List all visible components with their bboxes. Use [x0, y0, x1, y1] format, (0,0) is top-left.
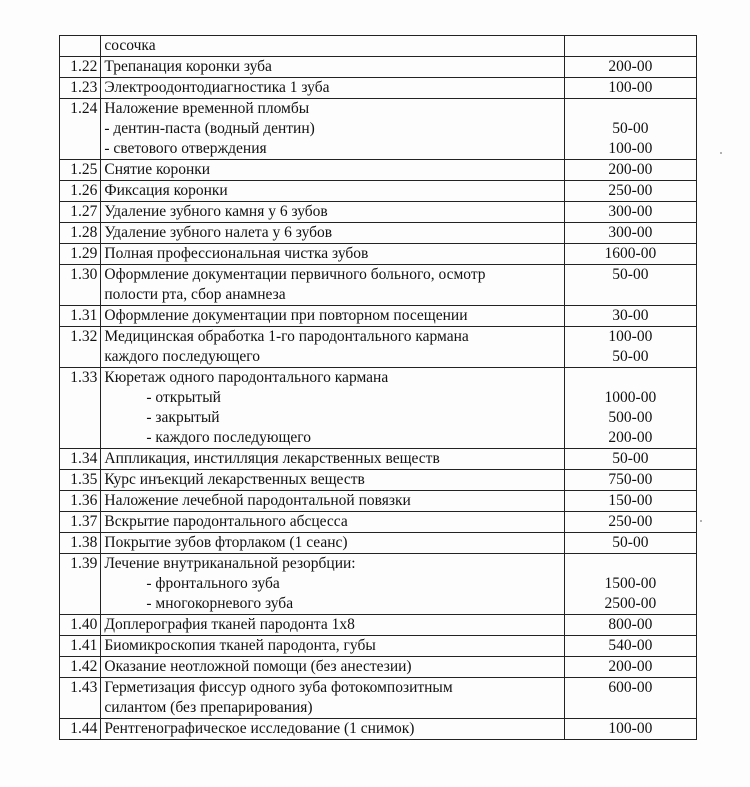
table-row [60, 265, 697, 306]
description-line: Трепанация коронки зуба [104, 58, 272, 75]
item-number: 1.26 [60, 181, 101, 202]
item-description [101, 678, 564, 719]
price-value: 50-00 [612, 450, 649, 467]
table-row [60, 533, 697, 554]
description-line: Удаление зубного налета у 6 зубов [104, 224, 333, 241]
item-description [101, 327, 564, 368]
item-number: 1.23 [60, 78, 101, 99]
item-number: 1.40 [60, 615, 101, 636]
item-price [564, 615, 696, 636]
price-value: 100-00 [608, 720, 653, 737]
price-value: 500-00 [608, 409, 653, 426]
item-description [101, 491, 564, 512]
table-row [60, 99, 697, 160]
description-line: Наложение временной пломбы [104, 100, 310, 117]
price-value: 30-00 [612, 307, 649, 324]
item-number: 1.30 [60, 265, 101, 306]
item-description [101, 78, 564, 99]
item-description [101, 160, 564, 181]
table-row [60, 657, 697, 678]
price-value: 300-00 [608, 224, 653, 241]
item-description [101, 470, 564, 491]
item-description [101, 181, 564, 202]
price-value: 50-00 [612, 534, 649, 551]
description-line: Покрытие зубов фторлаком (1 сеанс) [104, 534, 348, 551]
item-price [564, 678, 696, 719]
item-number: 1.27 [60, 202, 101, 223]
description-line: Оформление документации при повторном посещении [104, 307, 468, 324]
description-line: Лечение внутриканальной резорбции: [104, 555, 356, 572]
item-description [101, 533, 564, 554]
item-description [101, 244, 564, 265]
price-value: 300-00 [608, 203, 653, 220]
item-number: 1.35 [60, 470, 101, 491]
item-number: 1.42 [60, 657, 101, 678]
item-price [564, 533, 696, 554]
description-line: каждого последующего [104, 348, 260, 365]
item-description [101, 36, 564, 57]
item-number: 1.32 [60, 327, 101, 368]
item-number: 1.34 [60, 449, 101, 470]
price-list-table [59, 35, 697, 740]
price-value: 100-00 [608, 140, 653, 157]
price-value: 150-00 [608, 492, 653, 509]
table-row [60, 306, 697, 327]
price-value: 100-00 [608, 79, 653, 96]
item-description [101, 202, 564, 223]
price-value: 600-00 [608, 679, 653, 696]
description-line: Удаление зубного камня у 6 зубов [104, 203, 328, 220]
price-value: 50-00 [612, 266, 649, 283]
price-value: 540-00 [608, 637, 653, 654]
table-row [60, 368, 697, 449]
price-value: 250-00 [608, 513, 653, 530]
item-number [60, 36, 101, 57]
description-line: - многокорневого зуба [146, 595, 294, 612]
price-value: 2500-00 [604, 595, 657, 612]
price-value: 50-00 [612, 120, 649, 137]
table-row [60, 470, 697, 491]
item-number: 1.37 [60, 512, 101, 533]
price-value: 1600-00 [604, 245, 657, 262]
item-price [564, 327, 696, 368]
item-description [101, 512, 564, 533]
description-line: - открытый [146, 389, 221, 406]
item-number: 1.36 [60, 491, 101, 512]
table-row [60, 512, 697, 533]
table-row [60, 223, 697, 244]
item-price [564, 554, 696, 615]
description-line: - фронтального зуба [146, 575, 280, 592]
table-row [60, 449, 697, 470]
description-line: Оказание неотложной помощи (без анестезии) [104, 658, 412, 675]
item-price [564, 99, 696, 160]
item-price [564, 368, 696, 449]
item-description [101, 265, 564, 306]
item-number: 1.22 [60, 57, 101, 78]
item-number: 1.29 [60, 244, 101, 265]
item-price [564, 491, 696, 512]
item-number: 1.28 [60, 223, 101, 244]
item-price [564, 265, 696, 306]
price-list-body [60, 36, 697, 740]
price-value: 800-00 [608, 616, 653, 633]
description-line: Наложение лечебной пародонтальной повязки [104, 492, 411, 509]
description-line: Вскрытие пародонтального абсцесса [104, 513, 348, 530]
description-line: Снятие коронки [104, 161, 211, 178]
item-number: 1.39 [60, 554, 101, 615]
item-number: 1.33 [60, 368, 101, 449]
description-line: Герметизация фиссур одного зуба фотокомпозитным [104, 679, 453, 696]
price-value: 50-00 [612, 348, 649, 365]
item-price [564, 160, 696, 181]
description-line: Доплерография тканей пародонта 1х8 [104, 616, 355, 633]
description-line: - каждого последующего [146, 429, 312, 446]
item-number: 1.31 [60, 306, 101, 327]
item-description [101, 554, 564, 615]
table-row [60, 202, 697, 223]
item-price [564, 449, 696, 470]
table-row [60, 160, 697, 181]
item-description [101, 449, 564, 470]
item-description [101, 223, 564, 244]
description-line: Фиксация коронки [104, 182, 228, 199]
item-price [564, 470, 696, 491]
item-price [564, 636, 696, 657]
price-value: 250-00 [608, 182, 653, 199]
item-number: 1.25 [60, 160, 101, 181]
item-price [564, 36, 696, 57]
price-value: 1000-00 [604, 389, 657, 406]
description-line: Оформление документации первичного больного, осмотр [104, 266, 486, 283]
description-line: Биомикроскопия тканей пародонта, губы [104, 637, 376, 654]
price-value: 200-00 [608, 58, 653, 75]
item-number: 1.38 [60, 533, 101, 554]
table-row [60, 57, 697, 78]
scan-speck [700, 520, 702, 522]
price-value: 200-00 [608, 161, 653, 178]
item-price [564, 181, 696, 202]
item-price [564, 223, 696, 244]
table-row [60, 327, 697, 368]
item-description [101, 657, 564, 678]
description-line: - светового отверждения [104, 140, 267, 157]
table-row [60, 244, 697, 265]
description-line: Рентгенографическое исследование (1 снимок) [104, 720, 415, 737]
item-description [101, 636, 564, 657]
scan-speck [720, 152, 722, 154]
table-row [60, 678, 697, 719]
item-description [101, 719, 564, 740]
item-price [564, 512, 696, 533]
price-value: 750-00 [608, 471, 653, 488]
item-price [564, 306, 696, 327]
description-line: сосочка [104, 37, 156, 54]
table-row [60, 719, 697, 740]
item-description [101, 368, 564, 449]
table-row [60, 554, 697, 615]
item-price [564, 657, 696, 678]
description-line: - дентин-паста (водный дентин) [104, 120, 315, 137]
description-line: Электроодонтодиагностика 1 зуба [104, 79, 330, 96]
description-line: Медицинская обработка 1-го пародонтального кармана [104, 328, 469, 345]
item-price [564, 202, 696, 223]
price-value: 100-00 [608, 328, 653, 345]
description-line: - закрытый [146, 409, 220, 426]
description-line: Полная профессиональная чистка зубов [104, 245, 369, 262]
price-value: 200-00 [608, 658, 653, 675]
item-description [101, 57, 564, 78]
table-row [60, 36, 697, 57]
item-price [564, 78, 696, 99]
item-price [564, 719, 696, 740]
item-price [564, 57, 696, 78]
item-number: 1.24 [60, 99, 101, 160]
table-row [60, 491, 697, 512]
price-value: 200-00 [608, 429, 653, 446]
item-number: 1.43 [60, 678, 101, 719]
item-price [564, 244, 696, 265]
table-row [60, 636, 697, 657]
description-line: Аппликация, инстилляция лекарственных веществ [104, 450, 440, 467]
description-line: Курс инъекций лекарственных веществ [104, 471, 365, 488]
description-line: Кюретаж одного пародонтального кармана [104, 369, 389, 386]
item-description [101, 99, 564, 160]
price-value: 1500-00 [604, 575, 657, 592]
item-description [101, 306, 564, 327]
table-row [60, 181, 697, 202]
item-number: 1.44 [60, 719, 101, 740]
item-number: 1.41 [60, 636, 101, 657]
table-row [60, 615, 697, 636]
description-line: полости рта, сбор анамнеза [104, 286, 286, 303]
item-description [101, 615, 564, 636]
description-line: силантом (без препарирования) [104, 699, 313, 716]
table-row [60, 78, 697, 99]
